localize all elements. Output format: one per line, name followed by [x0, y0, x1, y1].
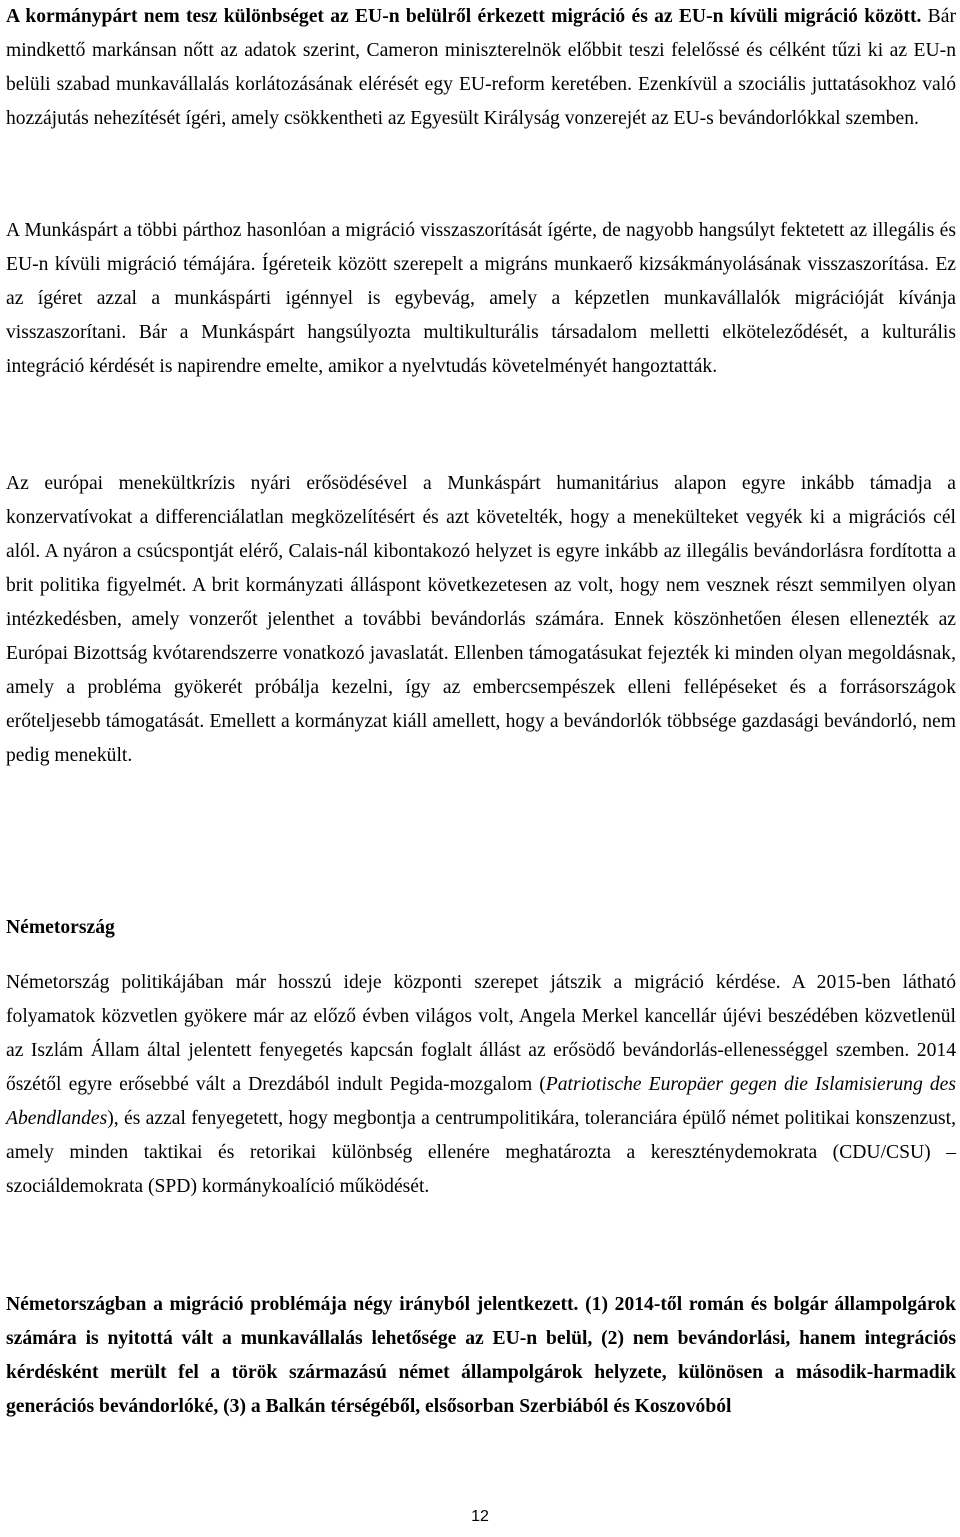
paragraph-text: Bár mindkettő markánsan nőtt az adatok szerint, Cameron miniszterelnök előbbit teszi felelőssé és célként tűzi ki az EU-n belüli szabad munkavállalás korlátozásának elérését egy EU-reform keretében. Ezenkívül a szociális juttatásokhoz való hozzájutás nehezítését ígéri, amely csökkentheti az Egyesült Királyság vonzerejét az EU-s bevándorlókkal szemben.: [6, 6, 956, 129]
paragraph-text: Németország politikájában már hosszú ideje központi szerepet játszik a migráció kérdése. A 2015-ben látható folyamatok közvetlen gyökere már az előző évben világos volt, Angela Merkel kancellár újévi beszédében közvetlenül az Iszlám Állam által jelentett fenyegetés kapcsán foglalt állást az erősödő bevándorlás-ellenességgel szemben. 2014 őszétől egyre erősebbé vált a Drezdából indult Pegida-mozgalom (: [6, 972, 956, 1095]
paragraph-germany-politics: [6, 966, 956, 1204]
page-number: 12: [471, 1508, 489, 1525]
paragraph-uk-government-policy: [6, 0, 956, 136]
paragraph-lead-bold: A kormánypárt nem tesz különbséget az EU-n belülről érkezett migráció és az EU-n kívüli migráció között.: [6, 6, 922, 27]
paragraph-germany-migration-directions: Németországban a migráció problémája négy irányból jelentkezett. (1) 2014-től román és bolgár állampolgárok számára is nyitottá vált a munkavállalás lehetősége az EU-n belül, (2) nem bevándorlási, hanem integrációs kérdésként merült fel a török származású német állampolgárok helyzete, különösen a második-harmadik generációs bevándorlóké, (3) a Balkán térségéből, elsősorban Szerbiából és Koszovóból: [6, 1294, 956, 1417]
paragraph-labour-party: A Munkáspárt a többi párthoz hasonlóan a migráció visszaszorítását ígérte, de nagyobb hangsúlyt fektetett az illegális és EU-n kívüli migráció témájára. Ígéreteik között szerepelt a migráns munkaerő kizsákmányolásának visszaszorítása. Ez az ígéret azzal a munkáspárti igénnyel is egybevág, amely a képzetlen munkavállalók migrációját kívánja visszaszorítani. Bár a Munkáspárt hangsúlyozta multikulturális társadalom melletti elköteleződését, a kulturális integráció kérdését is napirendre emelte, amikor a nyelvtudás követelményét hangoztatták.: [6, 220, 956, 377]
paragraph-refugee-crisis: Az európai menekültkrízis nyári erősödésével a Munkáspárt humanitárius alapon egyre inkább támadja a konzervatívokat a differenciálatlan megközelítésért és azt követelték, hogy a menekülteket vegyék ki a migrációs cél alól. A nyáron a csúcspontját elérő, Calais-nál kibontakozó helyzet is egyre inkább az illegális bevándorlásra fordította a brit politika figyelmét. A brit kormányzati álláspont következetesen az volt, hogy nem vesznek részt semmilyen olyan intézkedésben, amely vonzerőt jelenthet a további bevándorlás számára. Ennek köszönhetően élesen ellenezték az Európai Bizottság kvótarendszerre vonatkozó javaslatát. Ellenben támogatásukat fejezték ki minden olyan megoldásnak, amely a probléma gyökerét próbálja kezelni, így az embercsempészek elleni fellépéseket és a forrásországok erőteljesebb támogatását. Emellett a kormányzat kiáll amellett, hogy a bevándorlók többsége gazdasági bevándorló, nem pedig menekült.: [6, 473, 956, 766]
pegida-full-name: Patriotische Europäer gegen die Islamisierung des Abendlandes: [6, 1074, 956, 1129]
section-heading-germany: Németország: [6, 917, 115, 938]
paragraph-text: ), és azzal fenyegetett, hogy megbontja a centrumpolitikára, toleranciára épülő német politikai konszenzust, amely minden taktikai és retorikai különbség ellenére meghatározta a kereszténydemokrata (CDU/CSU) – szociáldemokrata (SPD) kormánykoalíció működését.: [6, 1108, 956, 1197]
